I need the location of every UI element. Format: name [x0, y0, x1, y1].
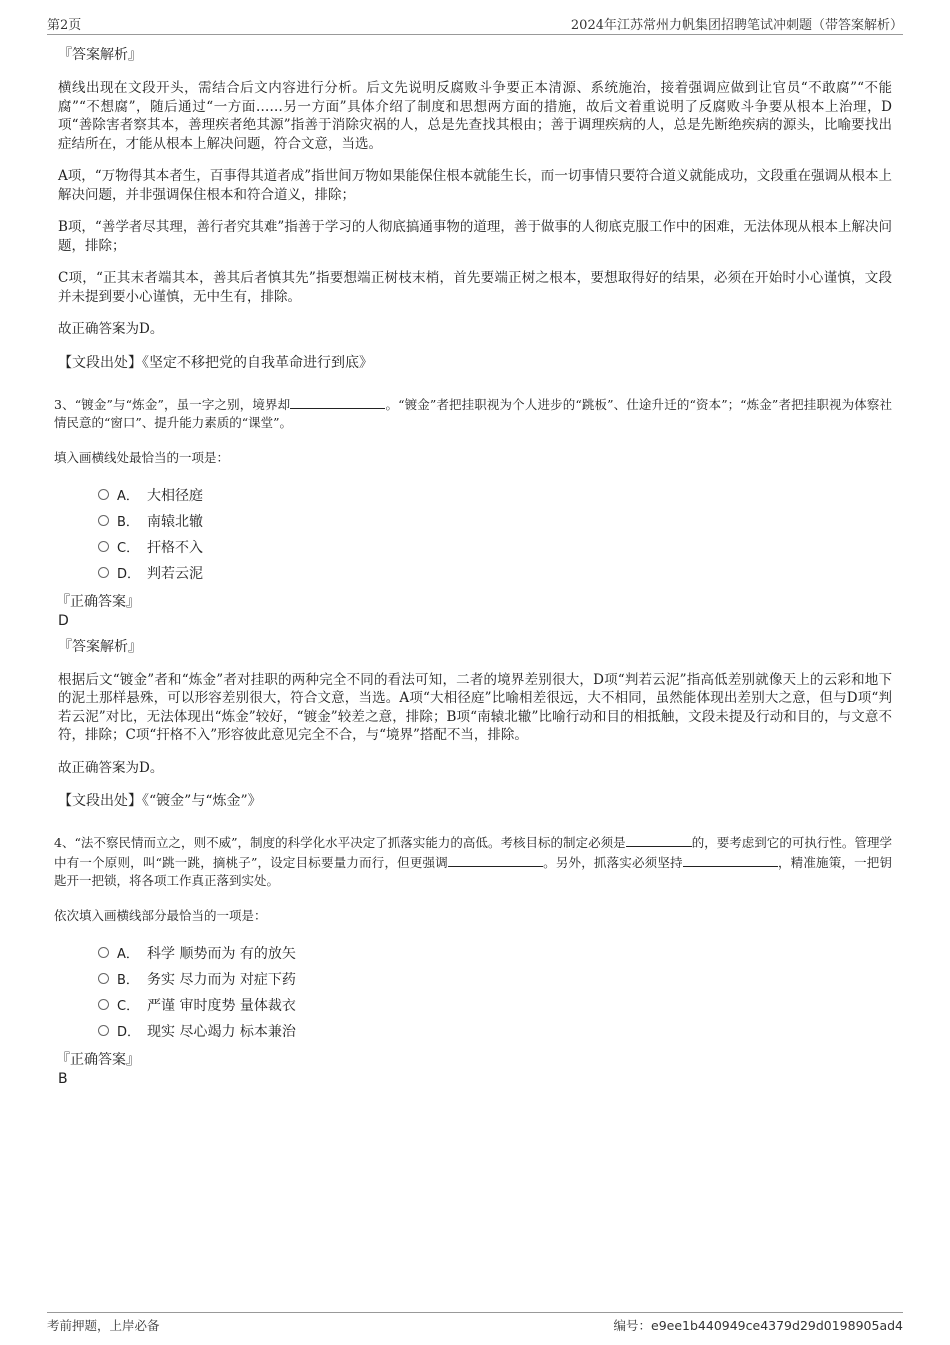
source-citation: 【文段出处】《坚定不移把党的自我革命进行到底》	[58, 354, 373, 371]
option-c[interactable]: C． 扞格不入	[98, 535, 892, 561]
document-body	[54, 45, 893, 1095]
document-id: 编号：e9ee1b440949ce4379d29d0198905ad4	[613, 1318, 903, 1333]
option-d[interactable]: D． 判若云泥	[98, 561, 892, 587]
question-3-options	[98, 483, 892, 587]
footer-slogan: 考前押题，上岸必备	[47, 1318, 160, 1333]
radio-icon[interactable]	[98, 541, 109, 552]
option-a[interactable]: A． 大相径庭	[98, 483, 892, 509]
radio-icon[interactable]	[98, 567, 109, 578]
radio-icon[interactable]	[98, 947, 109, 958]
analysis-conclusion: 故正确答案为D。	[58, 321, 164, 337]
analysis-heading: 『答案解析』	[58, 47, 142, 63]
question-3-text: 3、“镀金”与“炼金”，虽一字之别，境界却 。“镀金”者把挂职视为个人进步的“跳板”、仕途升迁的“资本”；“炼金”者把挂职视为体察社情民意的“窗口”、提升能力素质的“课堂”。	[54, 396, 893, 430]
question-4-prompt: 依次填入画横线部分最恰当的一项是：	[54, 907, 267, 923]
correct-answer-heading: 『正确答案』	[56, 593, 140, 610]
fill-blank	[290, 395, 385, 409]
question-4-options	[98, 941, 892, 1045]
analysis-paragraph: 横线出现在文段开头，需结合后文内容进行分析。后文先说明反腐败斗争要正本清源、系统施治，接着强调应做到让官员“不敢腐”“不能腐”“不想腐”，随后通过“一方面……另一方面”具体介绍了制度和思想两方面的措施，故后文着重说明了反腐败斗争要从根本上治理，D项“善除害者察其本，善理疾者绝其源”指善于消除灾祸的人，总是先查找其根由；善于调理疾病的人，总是先断绝疾病的源头，比喻要找出症结所在，才能从根本上解决问题，符合文意，当选。	[58, 80, 892, 152]
option-a[interactable]: A． 科学 顺势而为 有的放矢	[98, 941, 892, 967]
fill-blank	[683, 853, 778, 867]
analysis-paragraph: B项，“善学者尽其理，善行者究其难”指善于学习的人彻底搞通事物的道理，善于做事的人彻底克服工作中的困难，无法体现从根本上解决问题，排除；	[58, 219, 892, 254]
option-b[interactable]: B． 务实 尽力而为 对症下药	[98, 967, 892, 993]
analysis-paragraph: C项，“正其末者端其本，善其后者慎其先”指要想端正树枝末梢，首先要端正树之根本，要想取得好的结果，必须在开始时小心谨慎，文段并未提到要小心谨慎，无中生有，排除。	[58, 270, 892, 305]
option-d[interactable]: D． 现实 尽心竭力 标本兼治	[98, 1019, 892, 1045]
page-number: 第2页	[47, 18, 82, 33]
option-c[interactable]: C． 严谨 审时度势 量体裁衣	[98, 993, 892, 1019]
correct-answer: D	[58, 612, 69, 629]
page-footer	[47, 1312, 903, 1338]
analysis-conclusion: 故正确答案为D。	[58, 759, 164, 776]
radio-icon[interactable]	[98, 1025, 109, 1036]
analysis-paragraph: A项，“万物得其本者生，百事得其道者成”指世间万物如果能保住根本就能生长，而一切事情只要符合道义就能成功，文段重在强调从根本上解决问题，并非强调保住根本和符合道义，排除；	[58, 168, 892, 203]
question-3-prompt: 填入画横线处最恰当的一项是：	[54, 449, 230, 465]
question-4-text: 4、“法不察民情而立之，则不威”，制度的科学化水平决定了抓落实能力的高低。考核目标的制定必须是 的，要考虑到它的可执行性。管理学中有一个原则，叫“跳一跳，摘桃子”，设定目标要量力而行，但更强调 。另外，抓落实必须坚持 ，精准施策，一把钥匙开一把锁，将各项工作真正落到实处。	[54, 835, 892, 888]
option-b[interactable]: B． 南辕北辙	[98, 509, 892, 535]
analysis-paragraph: 根据后文“镀金”者和“炼金”者对挂职的两种完全不同的看法可知，二者的境界差别很大，D项“判若云泥”指高低差别就像天上的云彩和地下的泥土那样悬殊，可以形容差别很大，符合文意，当选。A项“大相径庭”比喻相差很远，大不相同，虽然能体现出差别大之意，但与D项“判若云泥”对比，无法体现出“炼金”较好，“镀金”较差之意，排除；B项“南辕北辙”比喻行动和目的相抵触，文段未提及行动和目的，与文意不符，排除；C项“扞格不入”形容彼此意见完全不合，与“境界”搭配不当，排除。	[58, 671, 892, 743]
analysis-heading: 『答案解析』	[58, 638, 142, 655]
radio-icon[interactable]	[98, 999, 109, 1010]
fill-blank	[626, 833, 692, 847]
correct-answer: B	[58, 1070, 68, 1087]
correct-answer-heading: 『正确答案』	[56, 1051, 140, 1068]
fill-blank	[448, 853, 543, 867]
radio-icon[interactable]	[98, 515, 109, 526]
radio-icon[interactable]	[98, 973, 109, 984]
radio-icon[interactable]	[98, 489, 109, 500]
source-citation: 【文段出处】《“镀金”与“炼金”》	[58, 793, 262, 809]
document-title: 2024年江苏常州力帆集团招聘笔试冲刺题（带答案解析）	[570, 18, 903, 33]
page-header	[47, 14, 903, 35]
